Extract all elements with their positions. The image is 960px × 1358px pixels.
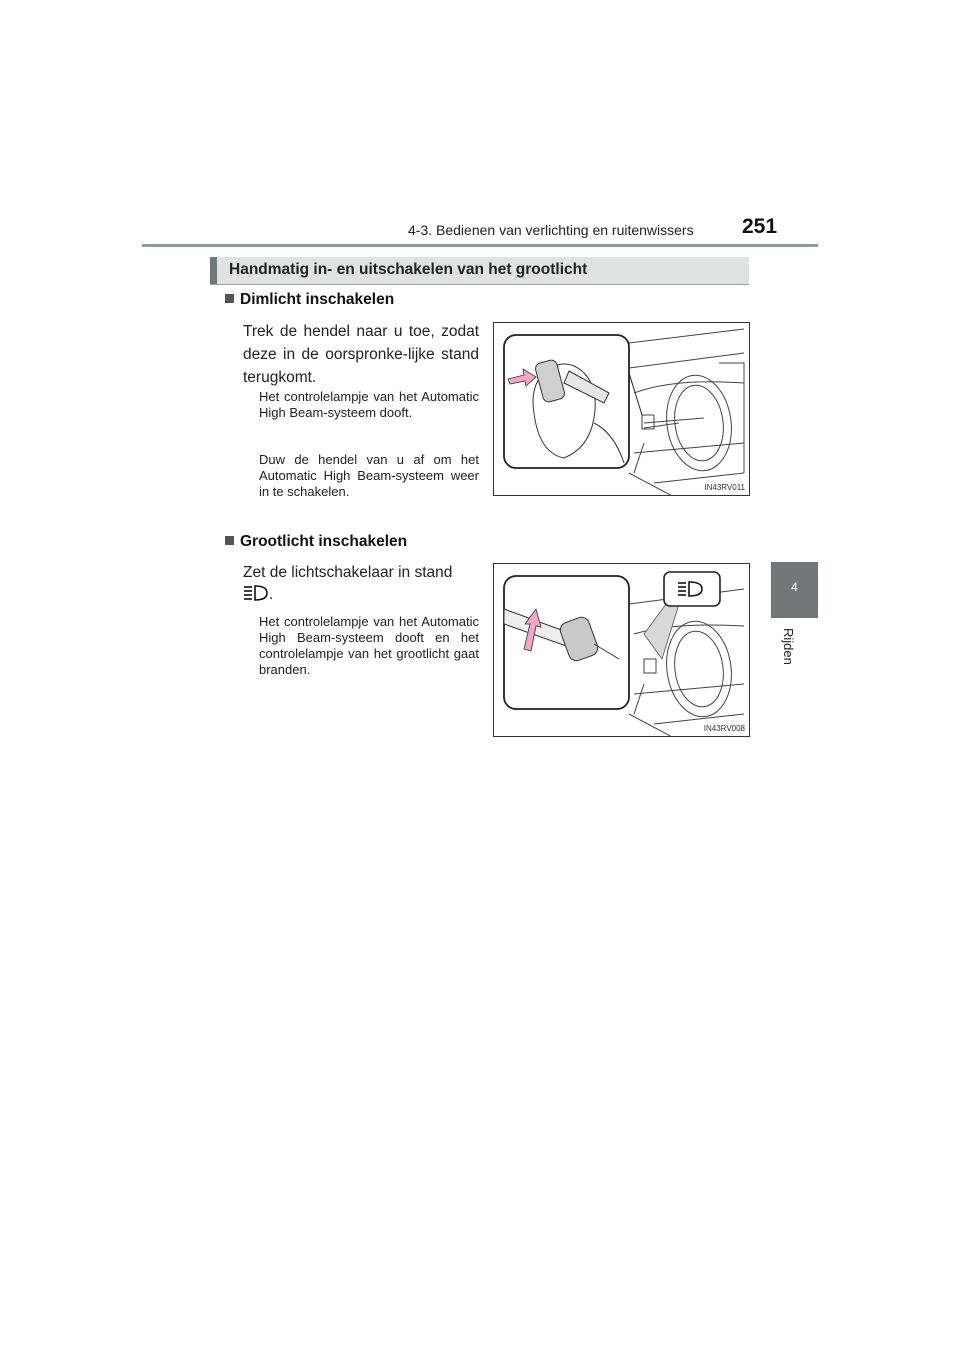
body-text-grootlicht: Zet de lichtschakelaar in stand: [243, 564, 453, 581]
page-number: 251: [742, 215, 778, 238]
header-rule: [142, 244, 818, 247]
high-beam-icon: [243, 584, 269, 602]
chapter-tab: [771, 562, 818, 618]
figure-lever-pull: [493, 322, 750, 496]
body-text-end: .: [269, 586, 274, 603]
light-switch-illustration: [494, 564, 750, 737]
chapter-tab-label: Rijden: [781, 628, 796, 665]
lever-pull-illustration: [494, 323, 750, 496]
square-bullet-icon: [225, 294, 234, 303]
high-beam-icon-line: [243, 584, 273, 606]
note-dimlicht-2: Duw de hendel van u af om het Automatic High Beam-systeem weer in te schakelen.: [259, 452, 479, 499]
square-bullet-icon: [225, 536, 234, 545]
section-title: Handmatig in- en uitschakelen van het grootlicht: [229, 261, 588, 278]
note-grootlicht-1: Het controlelampje van het Automatic High Beam-systeem dooft en het controlelampje van het grootlicht gaat branden.: [259, 614, 479, 677]
chapter-tab-number: 4: [791, 580, 798, 594]
section-underline: [210, 284, 749, 285]
subheading-dimlicht: Dimlicht inschakelen: [225, 291, 394, 309]
note-dimlicht-1: Het controlelampje van het Automatic High Beam-systeem dooft.: [259, 389, 479, 420]
figure-light-switch: [493, 563, 750, 737]
figure-code: IN43RV011: [704, 483, 745, 492]
section-heading: [210, 257, 749, 284]
figure-code: IN43RV008: [703, 724, 745, 733]
subheading-grootlicht: Grootlicht inschakelen: [225, 533, 407, 551]
body-text-dimlicht: Trek de hendel naar u toe, zodat deze in de oorspronke-lijke stand terugkomt.: [243, 323, 479, 386]
chapter-title: 4-3. Bedienen van verlichting en ruitenwissers: [408, 222, 694, 238]
